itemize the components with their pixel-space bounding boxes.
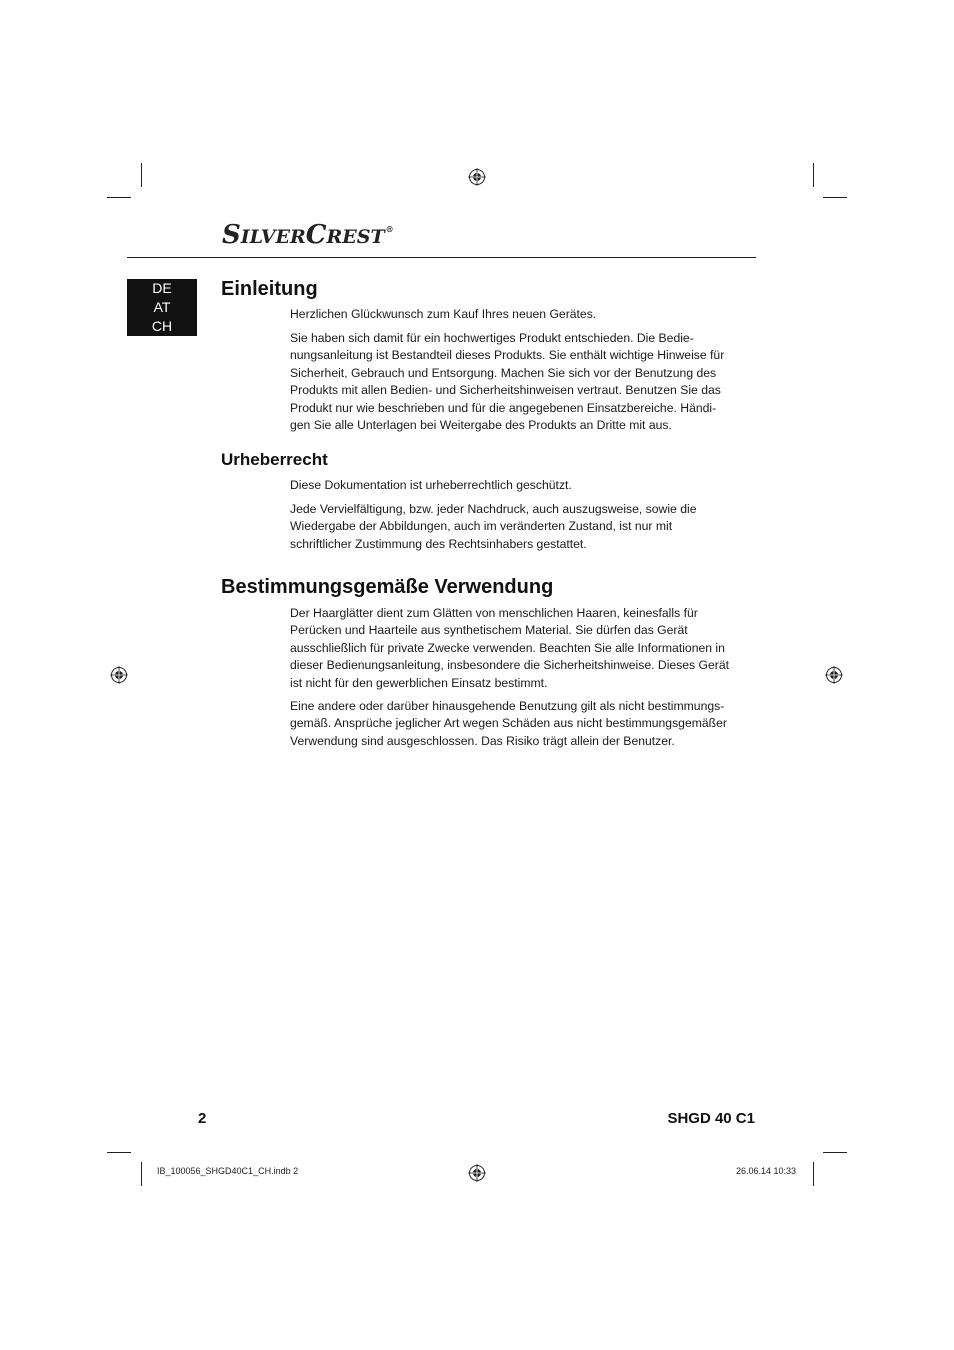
language-code: DE	[152, 280, 172, 296]
text-line: gen Sie alle Unterlagen bei Weitergabe des Produkts an Dritte mit aus.	[290, 418, 672, 433]
language-tab	[127, 279, 197, 336]
paragraph	[290, 605, 740, 692]
registration-mark-icon	[468, 168, 486, 186]
text-line: ist nicht für den gewerblichen Einsatz bestimmt.	[290, 675, 548, 690]
crop-mark	[107, 1152, 131, 1153]
section-heading: Bestimmungsgemäße Verwendung	[221, 576, 554, 598]
text-line: Verwendung sind ausgeschlossen. Das Risiko trägt allein der Benutzer.	[290, 733, 675, 748]
crop-mark	[141, 163, 142, 187]
language-code: CH	[151, 318, 173, 334]
logo-letters: REST	[326, 226, 385, 248]
logo-letter: C	[305, 220, 327, 250]
paragraph	[290, 306, 740, 323]
logo-letter: S	[222, 220, 241, 250]
text-line: schriftlicher Zustimmung des Rechtsinhabers gestattet.	[290, 536, 587, 551]
text-line: gemäß. Ansprüche jeglicher Art wegen Schäden aus nicht bestimmungsgemäßer	[290, 716, 727, 731]
text-line: Der Haarglätter dient zum Glätten von menschlichen Haaren, keinesfalls für	[290, 606, 698, 620]
text-line: Diese Dokumentation ist urheberrechtlich geschützt.	[290, 478, 572, 492]
crop-mark	[813, 163, 814, 187]
text-line: Produkts mit allen Bedien- und Sicherheitshinweisen vertraut. Benutzen Sie das	[290, 383, 721, 398]
registration-mark-icon	[825, 666, 843, 684]
crop-mark	[141, 1162, 142, 1186]
text-line: Perücken und Haarteile aus synthetischem Material. Sie dürfen das Gerät	[290, 623, 688, 638]
crop-mark	[823, 1152, 847, 1153]
header-rule	[127, 257, 756, 258]
text-line: ausschließlich für private Zwecke verwenden. Beachten Sie alle Informationen in	[290, 640, 725, 655]
paragraph	[290, 330, 740, 434]
text-line: nungsanleitung ist Bestandteil dieses Produkts. Sie enthält wichtige Hinweise für	[290, 348, 725, 363]
text-line: Jede Vervielfältigung, bzw. jeder Nachdruck, auch auszugsweise, sowie die	[290, 502, 697, 516]
slug-datetime: 26.06.14 10:33	[736, 1166, 797, 1176]
section-heading: Urheberrecht	[221, 450, 328, 469]
registration-mark-icon	[468, 1164, 486, 1182]
text-line: dieser Bedienungsanleitung, insbesondere die Sicherheitshinweise. Dieses Gerät	[290, 658, 730, 673]
brand-logo	[222, 220, 394, 250]
registered-mark: ®	[385, 224, 394, 234]
text-line: Sie haben sich damit für ein hochwertiges Produkt entschieden. Die Bedie-	[290, 331, 694, 345]
crop-mark	[107, 197, 131, 198]
registration-mark-icon	[110, 666, 128, 684]
text-line: Produkt nur wie beschrieben und für die angegebenen Einsatzbereiche. Händi-	[290, 400, 717, 415]
crop-mark	[823, 197, 847, 198]
text-line: Eine andere oder darüber hinausgehende Benutzung gilt als nicht bestimmungs-	[290, 699, 725, 713]
text-line: Wiedergabe der Abbildungen, auch im veränderten Zustand, ist nur mit	[290, 519, 673, 534]
paragraph	[290, 501, 740, 553]
section-heading: Einleitung	[221, 278, 318, 300]
crop-mark	[813, 1162, 814, 1186]
text-line: Herzlichen Glückwunsch zum Kauf Ihres neuen Gerätes.	[290, 307, 597, 321]
language-code: AT	[153, 299, 171, 315]
paragraph	[290, 477, 740, 494]
model-number: SHGD 40 C1	[667, 1110, 755, 1127]
paragraph	[290, 698, 740, 750]
logo-letters: ILVER	[240, 226, 306, 248]
page-number: 2	[198, 1110, 207, 1127]
text-line: Sicherheit, Gebrauch und Entsorgung. Machen Sie sich vor der Benutzung des	[290, 365, 717, 380]
slug-filename: IB_100056_SHGD40C1_CH.indb 2	[157, 1166, 299, 1176]
